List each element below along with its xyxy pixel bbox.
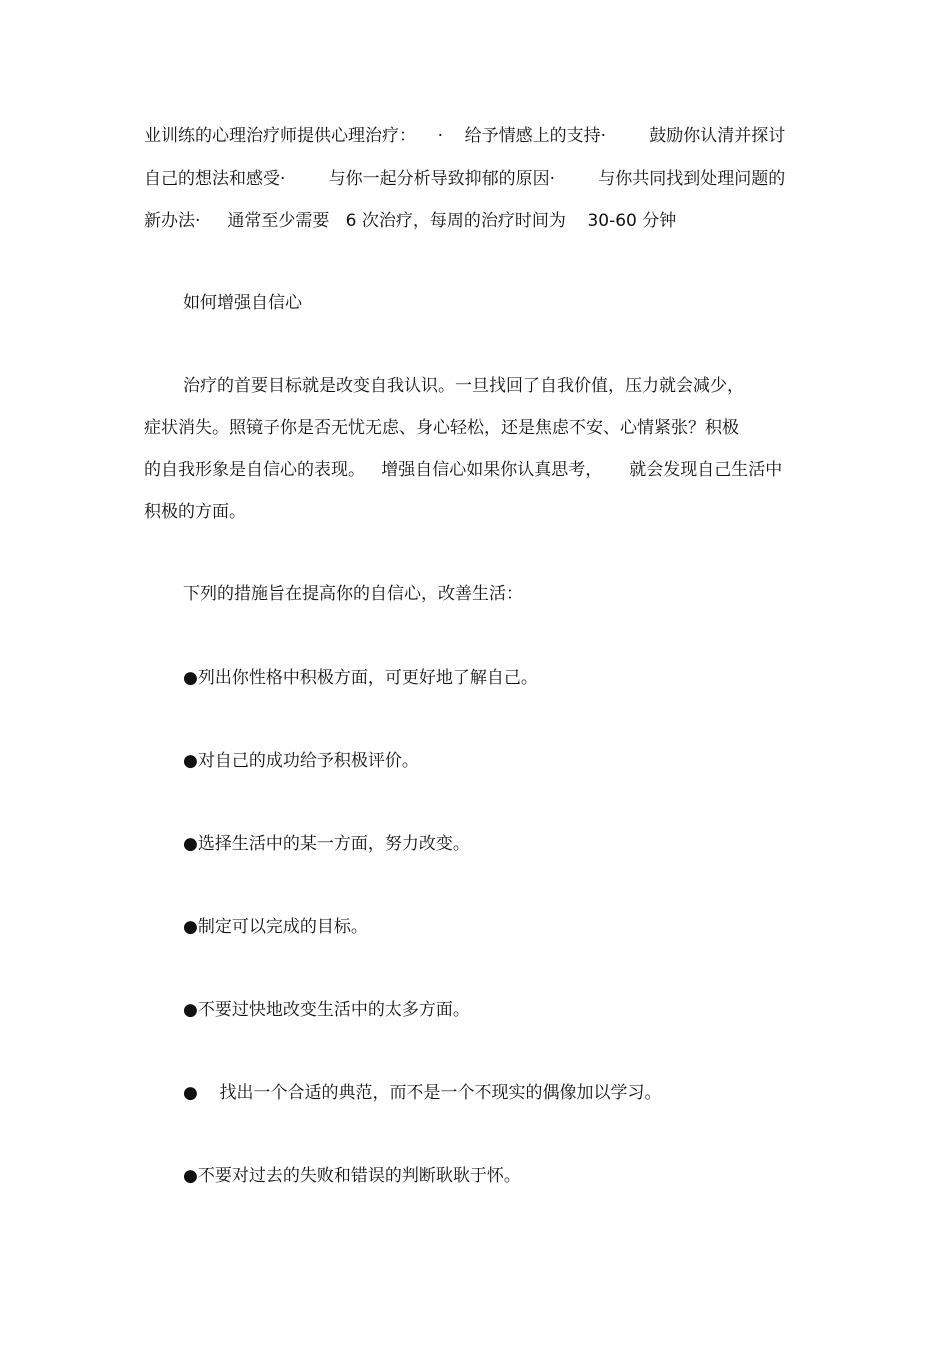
section-heading: 如何增强自信心 xyxy=(183,293,302,313)
bullet-item: ● 找出一个合适的典范，而不是一个不现实的偶像加以学习。 xyxy=(183,1083,662,1103)
therapy-text-line: 自己的想法和感受· 与你一起分析导致抑郁的原因· 与你共同找到处理问题的 xyxy=(144,169,786,189)
therapy-text-line: 业训练的心理治疗师提供心理治疗： · 给予情感上的支持· 鼓励你认清并探讨 xyxy=(144,126,786,146)
bullet-item: ●不要对过去的失败和错误的判断耿耿于怀。 xyxy=(183,1166,521,1186)
bullet-item: ●选择生活中的某一方面，努力改变。 xyxy=(183,834,470,854)
paragraph-line: 症状消失。照镜子你是否无忧无虑、身心轻松，还是焦虑不安、心情紧张？积极 xyxy=(144,418,739,438)
paragraph-line: 的自我形象是自信心的表现。 增强自信心如果你认真思考， 就会发现自己生活中 xyxy=(144,460,783,480)
bullet-item: ●对自己的成功给予积极评价。 xyxy=(183,751,419,771)
paragraph-line: 积极的方面。 xyxy=(144,502,246,522)
paragraph-line: 治疗的首要目标就是改变自我认识。一旦找回了自我价值，压力就会减少， xyxy=(183,376,744,396)
bullet-item: ●制定可以完成的目标。 xyxy=(183,917,368,937)
bullet-item: ●不要过快地改变生活中的太多方面。 xyxy=(183,1000,470,1020)
list-intro: 下列的措施旨在提高你的自信心，改善生活： xyxy=(183,584,523,604)
bullet-item: ●列出你性格中积极方面，可更好地了解自己。 xyxy=(183,668,538,688)
therapy-text-line: 新办法· 通常至少需要 6 次治疗，每周的治疗时间为 30-60 分钟 xyxy=(144,211,677,231)
